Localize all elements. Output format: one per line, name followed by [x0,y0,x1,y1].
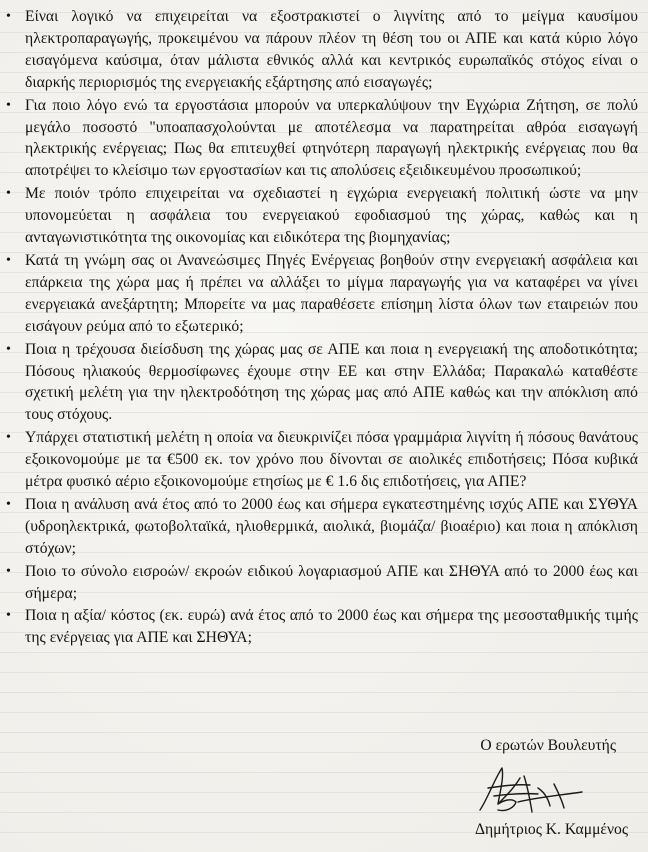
question-item-9 [4,605,638,649]
question-text: Ποια η αξία/ κόστος (εκ. ευρώ) ανά έτος από το 2000 έως και σήμερα της μεσοσταθμικής τιμής της ενέργειας για ΑΠΕ και ΣΗΘΥΑ; [25,607,638,647]
question-text: Ποιο το σύνολο εισροών/ εκροών ειδικού λογαριασμού ΑΠΕ και ΣΗΘΥΑ από το 2000 έως και σήμερα; [25,562,638,602]
question-item-1 [4,6,638,94]
bullet-icon: • [6,496,11,512]
bullet-icon: • [6,97,11,113]
question-item-6 [4,427,638,493]
question-list [4,6,638,650]
question-text: Κατά τη γνώμη σας οι Ανανεώσιμες Πηγές Ενέργειας βοηθούν στην ενεργειακή ασφάλεια και επάρκεια της χώρα μας ή πρέπει να αλλάξει το μίγμα παραγωγής για να καταφέρει να γίνει ενεργειακά ανεξάρτητη; Μπορείτε να μας παραθέσετε επίσημη λίστα όλων των εταιρειών που εισάγουν ρεύμα από το εξωτερικό; [25,251,638,335]
question-item-4 [4,250,638,338]
signature-title: Ο ερωτών Βουλευτής [480,737,616,754]
bullet-icon: • [6,430,11,446]
bullet-icon: • [6,9,11,24]
question-text: Ποια η τρέχουσα διείσδυση της χώρας μας σε ΑΠΕ και ποια η ενεργειακή της αποδοτικότητα; Πόσους ηλιακούς θερμοσίφωνες έχουμε στην ΕΕ και στην Ελλάδα; Παρακαλώ καταθέστε σχετική μελέτη για την ηλεκτροδότηση της χώρας μας από ΑΠΕ καθώς και την απόκλιση από τους στόχους. [25,340,638,424]
question-text: Ποια η ανάλυση ανά έτος από το 2000 έως και σήμερα εγκατεστημένης ισχύς ΑΠΕ και ΣΥΘΥΑ (υδροηλεκτρικά, φωτοβολταϊκά, ηλιοθερμικά, αιολικά, βιομάζα/ βιοαέριο) και ποια η απόκλιση στόχων; [25,495,638,557]
question-item-7 [4,494,638,560]
question-text: Είναι λογικό να επιχειρείται να εξοστρακιστεί ο λιγνίτης από το μείγμα καυσίμου ηλεκτροπαραγωγής, προκειμένου να πάρουν πλέον τη θέση του οι ΑΠΕ και κατά κύριο λόγο εισαγόμενα καύσιμα, όταν μάλιστα εθνικός αλλά και κεντρικός ευρωπαϊκός στόχος είναι ο διαρκής περιορισμός της ενεργειακής εξάρτησης από εισαγωγές; [25,8,638,91]
signature-block [368,736,628,846]
question-item-2 [4,95,638,183]
bullet-icon: • [6,563,11,579]
question-text: Για ποιο λόγο ενώ τα εργοστάσια μπορούν να υπερκαλύψουν την Εγχώρια Ζήτηση, σε πολύ μεγάλο ποσοστό "υποαπασχολούνται με αποτέλεσμα να παρατηρείται αθρόα εισαγωγή ηλεκτρικής ενέργειας; Πως θα επιτευχθεί φτηνότερη παραγωγή ηλεκτρικής ενέργειας που θα αποτρέψει το κλείσιμο των εργοστασίων και τις απολύσεις εξειδικευμένου προσωπικού; [25,96,638,180]
bullet-icon: • [6,186,11,202]
bullet-icon: • [6,608,11,624]
handwritten-signature [458,758,598,828]
bullet-icon: • [6,341,11,357]
signatory-name: Δημήτριος Κ. Καμμένος [474,821,628,838]
bullet-icon: • [6,252,11,268]
question-text: Υπάρχει στατιστική μελέτη η οποία να διευκρινίζει πόσα γραμμάρια λιγνίτη ή πόσους θανάτους εξοικονομούμε με τα €500 εκ. τον χρόνο που δίνονται σε αιολικές επιδοτήσεις; Πόσα κυβικά μέτρα φυσικό αέριο εξοικονομούμε ετησίως με € 1.6 δις επιδοτήσεις, για ΑΠΕ? [25,429,638,491]
question-text: Με ποιόν τρόπο επιχειρείται να σχεδιαστεί η εγχώρια ενεργειακή πολιτική ώστε να μην υπονομεύεται η ασφάλεια του ενεργειακού εφοδιασμού της χώρας, καθώς και η ανταγωνιστικότητα της οικονομίας και ειδικότερα της βιομηχανίας; [25,185,638,247]
question-item-8 [4,561,638,605]
question-item-3 [4,183,638,249]
question-item-5 [4,339,638,427]
